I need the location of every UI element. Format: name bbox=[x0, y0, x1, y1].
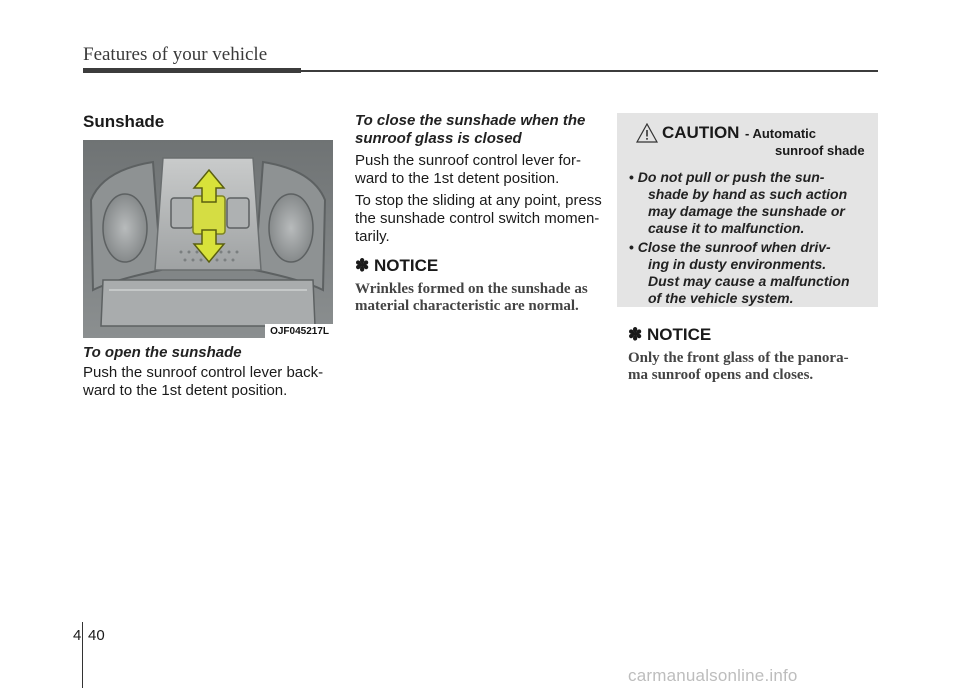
text-line: ing in dusty environments. bbox=[648, 256, 827, 272]
text-line: Wrinkles formed on the sunshade as bbox=[355, 281, 588, 297]
section-heading-sunshade: Sunshade bbox=[83, 112, 165, 131]
caution-subtitle-line: - Automatic bbox=[745, 126, 817, 141]
header-rule-thick bbox=[83, 68, 301, 73]
text-line: of the vehicle system. bbox=[648, 290, 794, 306]
caution-heading: CAUTION bbox=[662, 123, 740, 142]
warning-triangle-icon bbox=[636, 123, 658, 143]
text-line: Close the sunroof when driv- bbox=[637, 239, 831, 255]
header-rule-thin bbox=[301, 70, 878, 72]
chapter-number: 4 bbox=[73, 627, 82, 644]
figure-label: OJF045217L bbox=[265, 324, 333, 338]
text-line: the sunshade control switch momen- bbox=[355, 210, 600, 227]
paragraph-open-sunshade bbox=[83, 364, 335, 400]
text-line: Push the sunroof control lever back- bbox=[83, 364, 324, 381]
overhead-console-illustration bbox=[83, 140, 333, 338]
notice-text-wrinkles bbox=[355, 281, 607, 315]
sub-heading-open-sunshade: To open the sunshade bbox=[83, 344, 242, 361]
text-line: material characteristic are normal. bbox=[355, 298, 579, 314]
page-header-title: Features of your vehicle bbox=[83, 44, 268, 65]
text-line: shade by hand as such action bbox=[648, 186, 848, 202]
notice-heading: ✽ NOTICE bbox=[628, 325, 712, 344]
caution-item-dusty-environment: • Close the sunroof when driv- ing in dusty environments. Dust may cause a malfunction of the vehicle system. bbox=[629, 239, 872, 307]
text-line: cause it to malfunction. bbox=[648, 220, 805, 236]
paragraph-close-sunshade bbox=[355, 152, 605, 188]
page-number: 40 bbox=[88, 627, 105, 644]
text-line: ma sunroof opens and closes. bbox=[628, 367, 814, 383]
text-line: Dust may cause a malfunction bbox=[648, 273, 850, 289]
text-line: ward to the 1st detent position. bbox=[355, 170, 560, 187]
text-line: Only the front glass of the panora- bbox=[628, 350, 849, 366]
text-line: sunroof glass is closed bbox=[355, 130, 522, 147]
paragraph-stop-sliding bbox=[355, 192, 605, 246]
text-line: Push the sunroof control lever for- bbox=[355, 152, 581, 169]
sunroof-control-figure bbox=[83, 140, 333, 338]
caution-item-hand-operation: • Do not pull or push the sun- shade by hand as such action may damage the sunshade or cause it to malfunction. bbox=[629, 169, 872, 237]
text-line: Do not pull or push the sun- bbox=[637, 169, 825, 185]
text-line: ward to the 1st detent position. bbox=[83, 382, 288, 399]
text-line: To close the sunshade when the bbox=[355, 112, 586, 129]
text-line: To stop the sliding at any point, press bbox=[355, 192, 602, 209]
caution-subtitle-line: sunroof shade bbox=[775, 143, 865, 158]
notice-text-panorama bbox=[628, 350, 880, 384]
notice-heading: ✽ NOTICE bbox=[355, 256, 439, 275]
text-line: tarily. bbox=[355, 228, 390, 245]
footer-divider bbox=[82, 622, 83, 688]
caution-box bbox=[617, 113, 878, 307]
sub-heading-close-sunshade bbox=[355, 112, 585, 148]
watermark-text: carmanualsonline.info bbox=[628, 666, 798, 685]
text-line: may damage the sunshade or bbox=[648, 203, 845, 219]
